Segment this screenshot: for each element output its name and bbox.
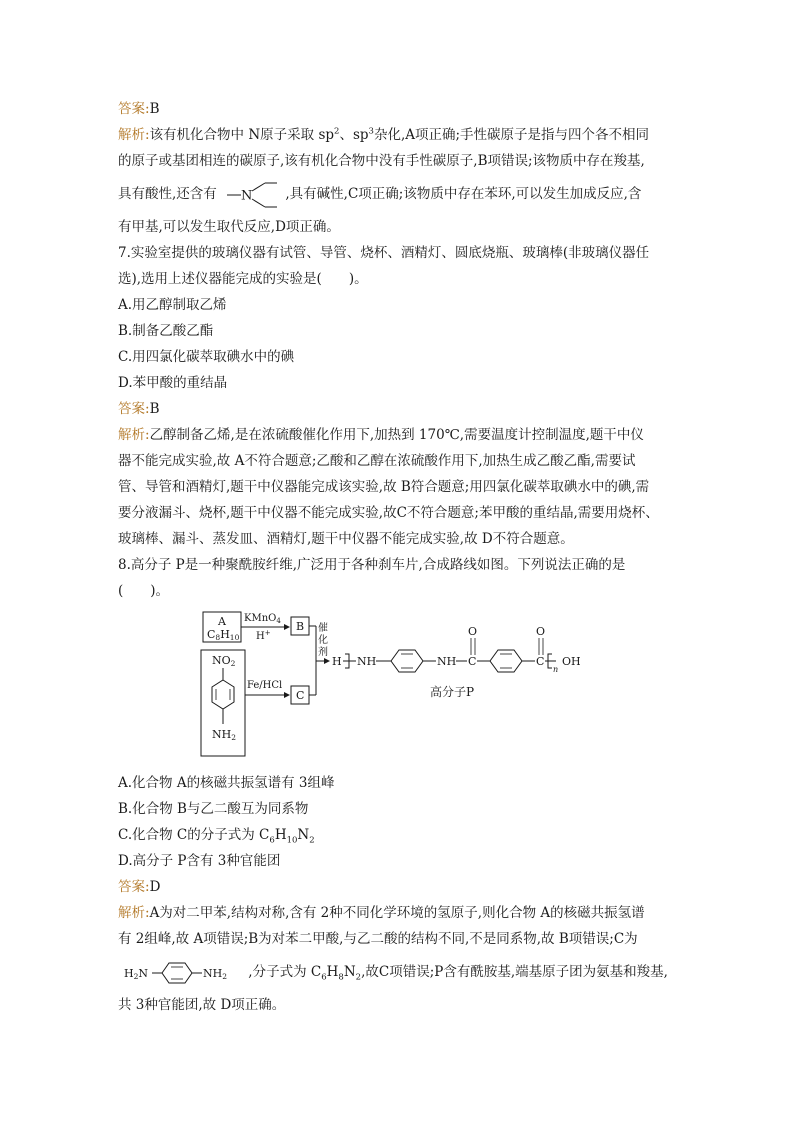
- svg-text:催: 催: [318, 623, 328, 634]
- box-a-label: A: [218, 615, 226, 628]
- q8-analysis-line-2: 有 2组峰,故 A项错误;B为对苯二甲酸,与乙二酸的结构不同,不是同系物,故 B项错误;C为: [118, 931, 638, 947]
- svg-text:NO2: NO2: [212, 654, 236, 668]
- q6-analysis-line-2: 的原子或基团相连的碳原子,该有机化合物中没有手性碳原子,B项错误;该物质中存在羧基,: [118, 153, 645, 169]
- analysis-label: 解析:: [118, 905, 150, 921]
- q7-option-a: A.用乙醇制取乙烯: [118, 297, 227, 313]
- answer-label: 答案:: [118, 879, 150, 895]
- svg-text:OH: OH: [562, 655, 581, 668]
- answer-value: B: [149, 101, 160, 117]
- svg-text:NH2: NH2: [203, 966, 227, 981]
- q8-option-d: D.高分子 P含有 3种官能团: [118, 853, 281, 869]
- svg-text:H: H: [332, 655, 342, 668]
- q7-option-c: C.用四氯化碳萃取碘水中的碘: [118, 349, 295, 365]
- answer-label: 答案:: [118, 401, 150, 417]
- q6-answer: [118, 96, 678, 122]
- q7-analysis-line-4: 要分液漏斗、烧杯,题干中仪器不能完成实验,故C不符合题意;苯甲酸的重结晶,需要用烧杯、: [118, 505, 659, 521]
- q8-analysis-line-4: 共 3种官能团,故 D项正确。: [118, 997, 286, 1013]
- q8-option-b: B.化合物 B与乙二酸互为同系物: [118, 801, 309, 817]
- q7-stem-line-1: 7.实验室提供的玻璃仪器有试管、导管、烧杯、酒精灯、圆底烧瓶、玻璃棒(非玻璃仪器任: [118, 245, 650, 261]
- svg-text:C8H10: C8H10: [207, 628, 240, 642]
- answer-label: 答案:: [118, 101, 150, 117]
- svg-text:n: n: [553, 665, 559, 674]
- box-b-label: B: [296, 620, 305, 633]
- q7-analysis-line-5: 玻璃棒、漏斗、蒸发皿、酒精灯,题干中仪器不能完成实验,故 D不符合题意。: [118, 531, 574, 547]
- q8-option-a: A.化合物 A的核磁共振氢谱有 3组峰: [118, 775, 335, 791]
- svg-text:O: O: [536, 625, 546, 638]
- synthesis-scheme: [118, 606, 678, 766]
- analysis-label: 解析:: [118, 127, 150, 143]
- svg-text:KMnO4: KMnO$_4$: [244, 613, 281, 625]
- svg-text:NH: NH: [437, 655, 457, 668]
- svg-text:剂: 剂: [318, 647, 328, 658]
- q7-stem-line-2: 选),选用上述仪器能完成的实验是( )。: [118, 271, 368, 287]
- q6-analysis-line-4: 有甲基,可以发生取代反应,D项正确。: [118, 219, 340, 235]
- svg-text:Fe/HCl: Fe/HCl: [247, 680, 283, 691]
- q7-option-b: B.制备乙酸乙酯: [118, 323, 214, 339]
- p-phenylenediamine-structure-icon: [118, 958, 244, 988]
- q8-option-c: C.化合物 C的分子式为 $C_6H_{10}N_2$: [118, 827, 315, 846]
- svg-text:H2N: H2N: [124, 966, 148, 981]
- polymer-p-name: 高分子P: [430, 685, 475, 699]
- svg-text:NH: NH: [357, 655, 377, 668]
- svg-text:C: C: [468, 655, 477, 668]
- q6-analysis-line-3: 具有酸性,还含有 N ,具有碱性,C项正确;该物质中存在苯环,可以发生加成反应,含: [118, 174, 678, 214]
- svg-text:NH2: NH2: [212, 728, 236, 742]
- svg-text:H+: H+: [256, 629, 271, 642]
- q8-answer: [118, 874, 678, 900]
- q8-analysis-line-3: H2N NH2 ,分子式为 $C_6H_8N_2$,故C项错误;P含有酰胺基,端基原子团为氨基和羧基,: [118, 952, 678, 992]
- q8-stem-line-2: ( )。: [118, 583, 170, 599]
- svg-text:N: N: [241, 188, 253, 203]
- amine-structure-icon: [221, 178, 281, 212]
- document-page: [118, 96, 678, 1018]
- svg-text:化: 化: [318, 635, 328, 646]
- analysis-label: 解析:: [118, 427, 150, 443]
- q6-analysis-line-1: 解析:该有机化合物中 N原子采取 $sp^2$、$sp^3$杂化,A项正确;手性碳原子是指与四个各不相同: [118, 126, 650, 143]
- answer-value: D: [149, 879, 161, 895]
- q7-answer: [118, 396, 678, 422]
- q8-stem-line-1: 8.高分子 P是一种聚酰胺纤维,广泛用于各种刹车片,合成路线如图。下列说法正确的是: [118, 557, 626, 573]
- box-c-label: C: [296, 689, 305, 702]
- q7-analysis-line-3: 管、导管和酒精灯,题干中仪器能完成该实验,故 B符合题意;用四氯化碳萃取碘水中的碘,需: [118, 479, 650, 495]
- svg-text:C: C: [536, 655, 545, 668]
- synthesis-route-diagram: [196, 606, 616, 766]
- q7-analysis-line-1: 解析:乙醇制备乙烯,是在浓硫酸催化作用下,加热到 170℃,需要温度计控制温度,题干中仪: [118, 427, 644, 443]
- svg-text:O: O: [468, 625, 478, 638]
- answer-value: B: [149, 401, 160, 417]
- q7-option-d: D.苯甲酸的重结晶: [118, 375, 228, 391]
- q8-analysis-line-1: 解析:A为对二甲苯,结构对称,含有 2种不同化学环境的氢原子,则化合物 A的核磁共振氢谱: [118, 905, 645, 921]
- q7-analysis-line-2: 器不能完成实验,故 A不符合题意;乙酸和乙醇在浓硫酸作用下,加热生成乙酸乙酯,需要试: [118, 453, 636, 469]
